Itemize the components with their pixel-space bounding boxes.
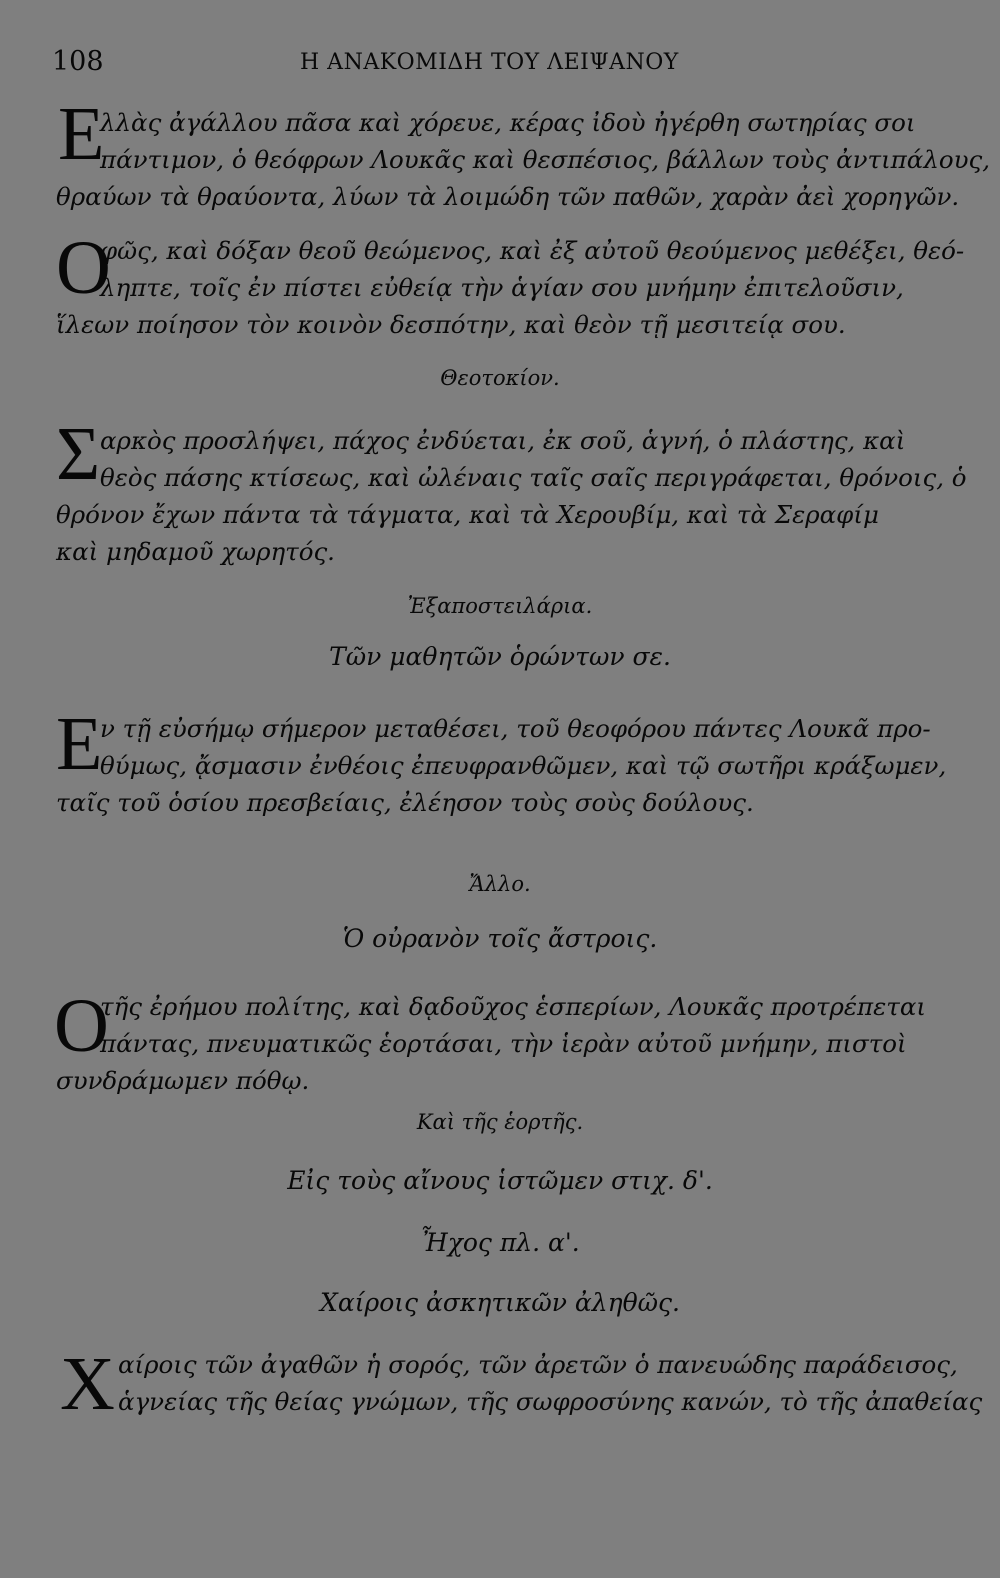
- paragraph: [54, 984, 928, 1099]
- text-line: καὶ μηδαμοῦ χωρητός.: [56, 537, 335, 566]
- melody-heading: Ὁ οὐρανὸν τοῖς ἄστροις.: [342, 924, 658, 953]
- page-number: 108: [52, 46, 104, 77]
- drop-cap: Σ: [56, 412, 101, 496]
- section-heading: Εἰς τοὺς αἴνους ἱστῶμεν στιχ. δ'.: [287, 1166, 713, 1195]
- text-line: ἁγνείας τῆς θείας γνώμων, τῆς σωφροσύνης κανών, τὸ τῆς ἀπαθείας: [118, 1387, 983, 1416]
- text-line: θύμως, ᾄσμασιν ἐνθέοις ἐπευφρανθῶμεν, καὶ τῷ σωτῆρι κράξωμεν,: [100, 751, 947, 780]
- drop-cap: Ο: [56, 226, 111, 310]
- text-line: αρκὸς προσλήψει, πάχος ἐνδύεται, ἐκ σοῦ, ἁγνή, ὁ πλάστης, καὶ: [100, 426, 906, 455]
- text-line: φῶς, καὶ δόξαν θεοῦ θεώμενος, καὶ ἐξ αὐτοῦ θεούμενος μεθέξει, θεό-: [100, 236, 965, 265]
- section-heading: Καὶ τῆς ἑορτῆς.: [416, 1110, 584, 1134]
- paragraph: [56, 1342, 983, 1426]
- paragraph: [56, 104, 991, 215]
- melody-heading: Χαίροις ἀσκητικῶν ἀληθῶς.: [320, 1288, 680, 1317]
- section-heading: Θεοτοκίον.: [440, 366, 560, 390]
- text-line: λλὰς ἀγάλλου πᾶσα καὶ χόρευε, κέρας ἰδοὺ ἠγέρθη σωτηρίας σοι: [100, 108, 916, 137]
- text-line: θεὸς πάσης κτίσεως, καὶ ὠλέναις ταῖς σαῖς περιγράφεται, θρόνοις, ὁ: [100, 463, 967, 492]
- text-line: θραύων τὰ θραύοντα, λύων τὰ λοιμώδη τῶν παθῶν, χαρὰν ἀεὶ χορηγῶν.: [56, 182, 960, 211]
- section-heading: Ἄλλο.: [469, 872, 531, 896]
- paragraph: [56, 422, 967, 570]
- drop-cap: Ε: [58, 92, 105, 176]
- section-heading: Ἐξαποστειλάρια.: [407, 594, 593, 618]
- drop-cap: Χ: [60, 1342, 115, 1426]
- text-line: ταῖς τοῦ ὁσίου πρεσβείαις, ἐλέησον τοὺς σοὺς δούλους.: [56, 788, 754, 817]
- text-line: ν τῇ εὐσήμῳ σήμερον μεταθέσει, τοῦ θεοφόρου πάντες Λουκᾶ προ-: [100, 714, 931, 743]
- text-line: πάντας, πνευματικῶς ἑορτάσαι, τὴν ἱερὰν αὐτοῦ μνήμην, πιστοὶ: [100, 1029, 907, 1058]
- paragraph: [56, 226, 965, 343]
- text-line: πάντιμον, ὁ θεόφρων Λουκᾶς καὶ θεσπέσιος, βάλλων τοὺς ἀντιπάλους,: [100, 145, 991, 174]
- paragraph: [56, 710, 947, 821]
- drop-cap: Ο: [54, 984, 109, 1068]
- text-line: ληπτε, τοῖς ἐν πίστει εὐθείᾳ τὴν ἁγίαν σου μνήμην ἐπιτελοῦσιν,: [100, 273, 904, 302]
- melody-heading: Τῶν μαθητῶν ὁρώντων σε.: [329, 642, 671, 671]
- text-line: αίροις τῶν ἀγαθῶν ἡ σορός, τῶν ἀρετῶν ὁ πανευώδης παράδεισος,: [118, 1350, 958, 1379]
- text-line: θρόνον ἔχων πάντα τὰ τάγματα, καὶ τὰ Χερουβίμ, καὶ τὰ Σεραφίμ: [56, 500, 879, 529]
- text-line: ἵλεων ποίησον τὸν κοινὸν δεσπότην, καὶ θεὸν τῇ μεσιτείᾳ σου.: [56, 310, 846, 339]
- text-line: τῆς ἐρήμου πολίτης, καὶ δᾳδοῦχος ἑσπερίων, Λουκᾶς προτρέπεται: [100, 992, 926, 1021]
- running-title: Η ΑΝΑΚΟΜΙΔΗ ΤΟΥ ΛΕΙΨΑΝΟΥ: [300, 50, 679, 75]
- text-line: συνδράμωμεν πόθῳ.: [56, 1066, 310, 1095]
- drop-cap: Ε: [56, 702, 103, 786]
- echos-heading: Ἦχος πλ. α'.: [420, 1228, 580, 1257]
